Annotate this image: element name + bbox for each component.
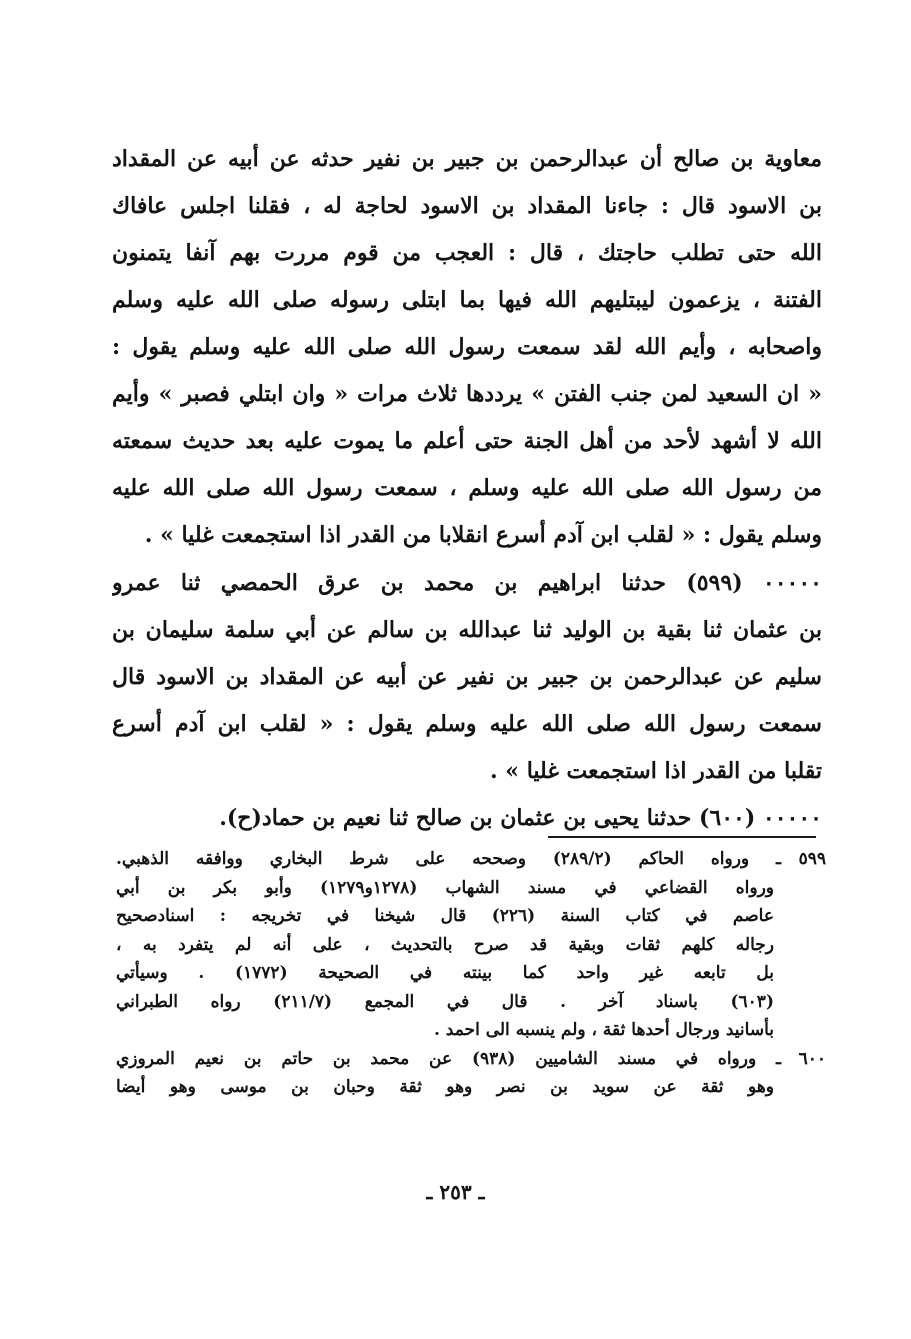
footnote-line: (٦٠٣) باسناد آخر . قال في المجمع (٢١١/٧) رواه الطبراني [116, 991, 774, 1012]
footnote-line: بأسانيد ورجال أحدها ثقة ، ولم ينسبه الى احمد . [433, 1020, 774, 1040]
text-line: سمعت رسول الله صلى الله عليه وسلم يقول : « لقلب ابن آدم أسرع [112, 711, 822, 737]
text-line: وسلم يقول : « لقلب ابن آدم أسرع انقلابا من القدر اذا استجمعت غليا » . [144, 522, 822, 548]
footnote-line: ورواه القضاعي في مسند الشهاب (١٢٧٨و١٢٧٩) وأبو بكر بن أبي [116, 877, 774, 898]
footnote-line: وهو ثقة عن سويد بن نصر وهو ثقة وحبان بن موسى وهو أيضا [116, 1077, 774, 1097]
footnote-number: ٥٩٩ ـ [776, 849, 826, 869]
text-line: واصحابه ، وأيم الله لقد سمعت رسول الله صلى الله عليه وسلم يقول : [112, 334, 822, 360]
text-line: ٠٠٠٠٠ (٥٩٩) حدثنا ابراهيم بن محمد بن عرق الحمصي ثنا عمرو [112, 570, 822, 596]
text-line: بن الاسود قال : جاءنا المقداد بن الاسود لحاجة له ، فقلنا اجلس عافاك [112, 193, 822, 219]
footnotes [116, 845, 826, 1102]
text-line: الله حتى تطلب حاجتك ، قال : العجب من قوم مررت بهم آنفا يتمنون [112, 240, 822, 266]
footnote-text: ورواه في مسند الشاميين (٩٣٨) عن محمد بن حاتم بن نعيم المروزي [116, 1048, 757, 1069]
text-line: الله لا أشهد لأحد من أهل الجنة حتى أعلم ما يموت عليه بعد حديث سمعته [112, 428, 822, 454]
text-line: تقلبا من القدر اذا استجمعت غليا » . [489, 758, 822, 784]
hadith-paragraph-1 [112, 136, 822, 559]
text-line: ٠٠٠٠٠ (٦٠٠) حدثنا يحيى بن عثمان بن صالح ثنا نعيم بن حماد(ح). [219, 805, 822, 831]
text-line: بن عثمان ثنا بقية بن الوليد ثنا عبدالله بن سالم عن أبي سلمة سليمان بن [112, 617, 822, 643]
page-number: ـ ٢٥٣ ـ [426, 1180, 485, 1204]
text-line: معاوية بن صالح أن عبدالرحمن بن جبير بن نفير حدثه عن أبيه عن المقداد [112, 146, 822, 172]
text-line: من رسول الله صلى الله عليه وسلم ، سمعت رسول الله صلى الله عليه [112, 475, 822, 501]
footnote-line [116, 1045, 826, 1074]
footnote-text: ورواه الحاكم (٢٨٩/٢) وصححه على شرط البخاري ووافقه الذهبي. [116, 849, 750, 869]
hadith-paragraph-2 [112, 560, 822, 842]
text-line: الفتنة ، يزعمون ليبتليهم الله فيها بما ابتلى رسوله صلى الله عليه وسلم [112, 287, 822, 313]
text-line: « ان السعيد لمن جنب الفتن » يرددها ثلاث مرات « وان ابتلي فصبر » وأيم [112, 381, 822, 407]
footnote-divider [548, 836, 816, 838]
footnote-number: ٦٠٠ ـ [776, 1048, 826, 1069]
footnote-line: بل تابعه غير واحد كما بينته في الصحيحة (١٧٧٢) . وسيأتي [116, 963, 774, 983]
text-line: سليم عن عبدالرحمن بن جبير بن نفير عن أبيه عن المقداد بن الاسود قال [112, 664, 822, 690]
footnote-line: عاصم في كتاب السنة (٢٢٦) قال شيخنا في تخريجه : اسنادصحيح [116, 906, 774, 926]
footnote-line [116, 845, 826, 874]
footnote-line: رجاله كلهم ثقات وبقية قد صرح بالتحديث ، على أنه لم يتفرد به ، [116, 934, 774, 955]
